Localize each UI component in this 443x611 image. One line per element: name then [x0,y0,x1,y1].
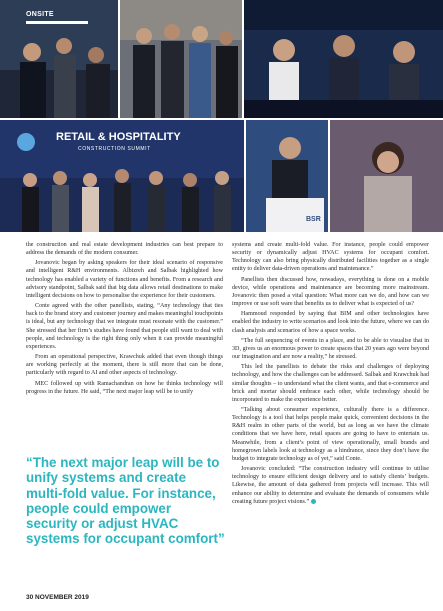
paragraph: Panellists then discussed how, nowadays, everything is done on a mobile device, while operations and maintenance are becoming more mainstream. Jovanovic then posed a vital question: What more can we do, and how can we improve or use soft ware that benefits us to deliver what is expected of us? [232,276,429,308]
paragraph: Conte agreed with the other panellists, stating, “Any technology that ties back to the brand story and customer journey and makes meaningful touchpoints is ideal, but any technology that we integrate must resonate with the customer.” She stressed that her firm’s studies have found that people still want to deal with people, and technology is the right thing only when it can provide meaningful experiences. [26,303,223,350]
section-label: ONSITE [26,11,54,18]
paragraph: “The full sequencing of events in a place, and to be able to visualise that in 3D, gives us an enormous power to create spaces that 20 years ago were beyond our imagination and are now a reality,” he stressed. [232,337,429,361]
paragraph: This led the panellists to debate the risks and challenges of deploying technology, and how the challenges can be addressed. Salbak and Krawchuk had similar thoughts – to understand what the client wants, and that e-commerce and brick and mortar should embrace each other, while technology should be incorporated to make the experience better. [232,364,429,403]
paragraph: Jovanovic began by asking speakers for their ideal scenario of responsive and intelligent R&H environments. Albizreh and Salbak highlighted how technology has enabled a variety of functions and benefits. From a research and advisory standpoint, Salbak said that big data allows retail destinations to make intelligent decisions on how to personalise the experience for their customers. [26,260,223,299]
paragraph: the construction and real estate development industries can best prepare to address the demands of the modern consumer. [26,242,223,257]
article-column-right [232,241,429,508]
podium-logo: BSR [306,216,321,223]
end-of-article-icon [311,499,316,504]
page-footer: 30 NOVEMBER 2019 [26,594,89,601]
section-label-underline [26,21,88,24]
paragraph: “Talking about consumer experience, culturally there is a difference. Technology is a tool that helps people make quick, convenient decisions in the R&H realm in other parts of the world, but as long as we have the climate conditions that we have here, retail spaces are going to have to entertain us. Meanwhile, from a client’s point of view operationally, small brands and homegrown labels look at technology as a hindrance, since they don’t have the budget to integrate technology as of yet,” said Conte. [232,406,429,462]
banner-title: RETAIL & HOSPITALITY [56,131,181,143]
photo-woman-speaking [330,120,443,232]
paragraph: Hammoud responded by saying that BIM and other technologies have enabled the industry to write scenarios and look into the future, where we can do clash analysis and scenarios of how a space works. [232,311,429,334]
paragraph: MEC followed up with Ramachandran on how he thinks technology will progress in the future. He said, “The next major leap will be to unify [26,380,223,395]
banner-subtitle: CONSTRUCTION SUMMIT [78,146,151,152]
paragraph: From an operational perspective, Krawchuk added that even though things are working perfectly at the moment, there is still more that can be done, particularly with regard to AI and other aspects of technology. [26,354,223,377]
paragraph [232,465,429,506]
photo-networking [0,0,118,118]
photo-panel-discussion [244,0,443,118]
paragraph-text: Jovanovic concluded: “The construction industry will continue to utilise technology to ensure efficient design delivery and to satisfy clients’ budgets. Likewise, the amount of data gathered from projects will increase. This will enhance our ability to determine and evaluate the demands of consumers while creating future project visions.” [232,466,429,505]
article-column-left [26,241,223,398]
paragraph: systems and create multi-fold value. For instance, people could empower security or dynamically adjust HVAC systems for occupant comfort. Technology can also bring physically distributed facilities together as a single entity to deliver data-driven operations and maintenance.” [232,242,429,273]
photo-group-conversation [120,0,242,118]
pull-quote: “The next major leap will be to unify systems and create multi-fold value. For instance, people could empower security or adjust HVAC systems for occupant comfort” [26,455,225,547]
